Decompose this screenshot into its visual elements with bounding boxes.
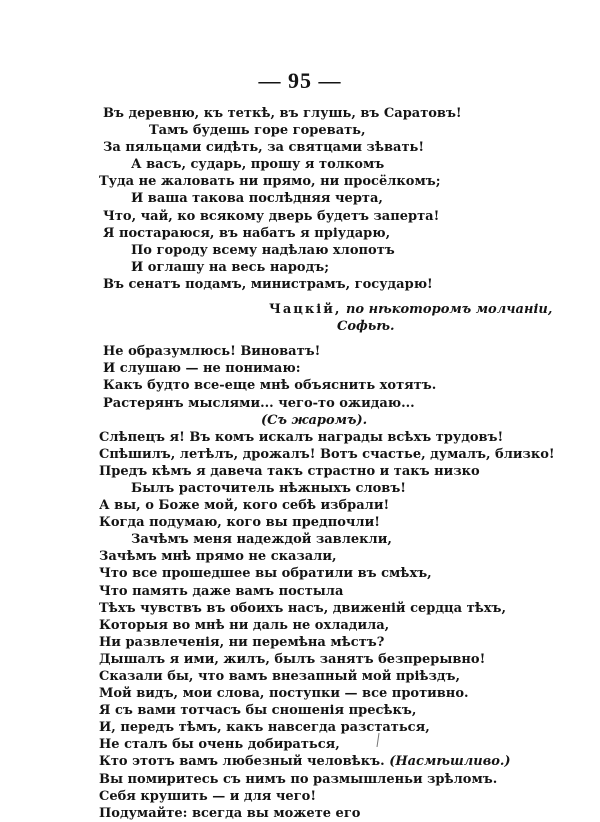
verse-line: Подумайте: всегда вы можете его bbox=[99, 805, 361, 821]
page-number: — 95 — bbox=[258, 68, 342, 93]
verse-line: Не сталъ бы очень добираться, bbox=[99, 737, 340, 753]
verse-line: Какъ будто все-еще мнѣ объяснить хотятъ. bbox=[103, 378, 437, 394]
verse-line: По городу всему надѣлаю хлопотъ bbox=[131, 242, 395, 258]
verse-line: И оглашу на весь народъ; bbox=[131, 259, 330, 275]
verse-line: И, передъ тѣмъ, какъ навсегда разстаться, bbox=[99, 720, 430, 736]
speaker-heading bbox=[103, 301, 573, 318]
verse-line: Въ деревню, къ теткѣ, въ глушь, въ Саратовъ! bbox=[103, 106, 462, 121]
verse-line: Что все прошедшее вы обратили въ смѣхъ, bbox=[99, 566, 432, 582]
verse-line-text: Кто этотъ вамъ любезный человѣкъ. bbox=[99, 754, 385, 770]
verse-line: Туда не жаловать ни прямо, ни просёлкомъ; bbox=[99, 174, 441, 190]
verse-line: Тамъ будешь горе горевать, bbox=[149, 123, 366, 139]
verse-line: За пяльцами сидѣть, за святцами зѣвать! bbox=[103, 140, 425, 156]
verse-line: Не образумлюсь! Виноватъ! bbox=[103, 344, 321, 360]
verse-line: Предъ кѣмъ я давеча такъ страстно и такъ низко bbox=[99, 463, 480, 479]
verse-text bbox=[99, 105, 573, 822]
verse-line: Я постараюся, въ набатъ я пріударю, bbox=[103, 225, 391, 241]
verse-line: Дышалъ я ими, жилъ, былъ занятъ безпрерывно! bbox=[99, 651, 486, 667]
print-speck bbox=[376, 733, 380, 747]
verse-line: Когда подумаю, кого вы предпочли! bbox=[99, 515, 380, 531]
verse-line: Зачѣмъ меня надеждой завлекли, bbox=[131, 532, 392, 548]
stage-direction: (Съ жаромъ). bbox=[261, 412, 368, 428]
verse-line: Я съ вами тотчасъ бы сношенія пресѣкъ, bbox=[99, 703, 417, 719]
stage-direction-addressee: Софьѣ. bbox=[337, 319, 395, 335]
verse-line: Себя крушить — и для чего! bbox=[99, 788, 317, 804]
verse-line: Былъ расточитель нѣжныхъ словъ! bbox=[131, 480, 406, 496]
verse-line: Вы помиритесь съ нимъ по размышленьи зрѣломъ. bbox=[99, 771, 498, 787]
stage-direction: (Насмѣшливо.) bbox=[389, 754, 511, 770]
speaker-name: Чацкій, bbox=[269, 302, 342, 318]
verse-line-with-direction bbox=[99, 753, 573, 770]
verse-line: Сказали бы, что вамъ внезапный мой пріѣздъ, bbox=[99, 669, 461, 684]
verse-line: А васъ, сударь, прошу я толкомъ bbox=[131, 157, 385, 173]
verse-line: Мой видъ, мои слова, поступки — все противно. bbox=[99, 686, 469, 702]
verse-line: И слушаю — не понимаю: bbox=[103, 361, 301, 377]
verse-line: И ваша такова послѣдняя черта, bbox=[131, 191, 383, 207]
verse-line: Что, чай, ко всякому дверь будетъ заперта! bbox=[103, 208, 440, 224]
verse-line: Зачѣмъ мнѣ прямо не сказали, bbox=[99, 549, 337, 565]
verse-line: А вы, о Боже мой, кого себѣ избрали! bbox=[99, 498, 390, 514]
verse-line: Въ сенатъ подамъ, министрамъ, государю! bbox=[103, 276, 433, 292]
verse-line: Тѣхъ чувствъ въ обоихъ насъ, движеній сердца тѣхъ, bbox=[99, 600, 507, 616]
verse-line: Растерянъ мыслями... чего-то ожидаю... bbox=[103, 395, 415, 411]
verse-line: Ни развлеченія, ни перемѣна мѣстъ? bbox=[99, 634, 385, 650]
verse-line: Слѣпецъ я! Въ комъ искалъ награды всѣхъ трудовъ! bbox=[99, 429, 504, 445]
stage-direction: по нѣкоторомъ молчаніи, bbox=[345, 302, 553, 318]
verse-line: Которыя во мнѣ ни даль не охладила, bbox=[99, 617, 390, 633]
verse-line: Что память даже вамъ постыла bbox=[99, 583, 344, 599]
verse-line: Спѣшилъ, летѣлъ, дрожалъ! Вотъ счастье, думалъ, близко! bbox=[99, 446, 555, 462]
